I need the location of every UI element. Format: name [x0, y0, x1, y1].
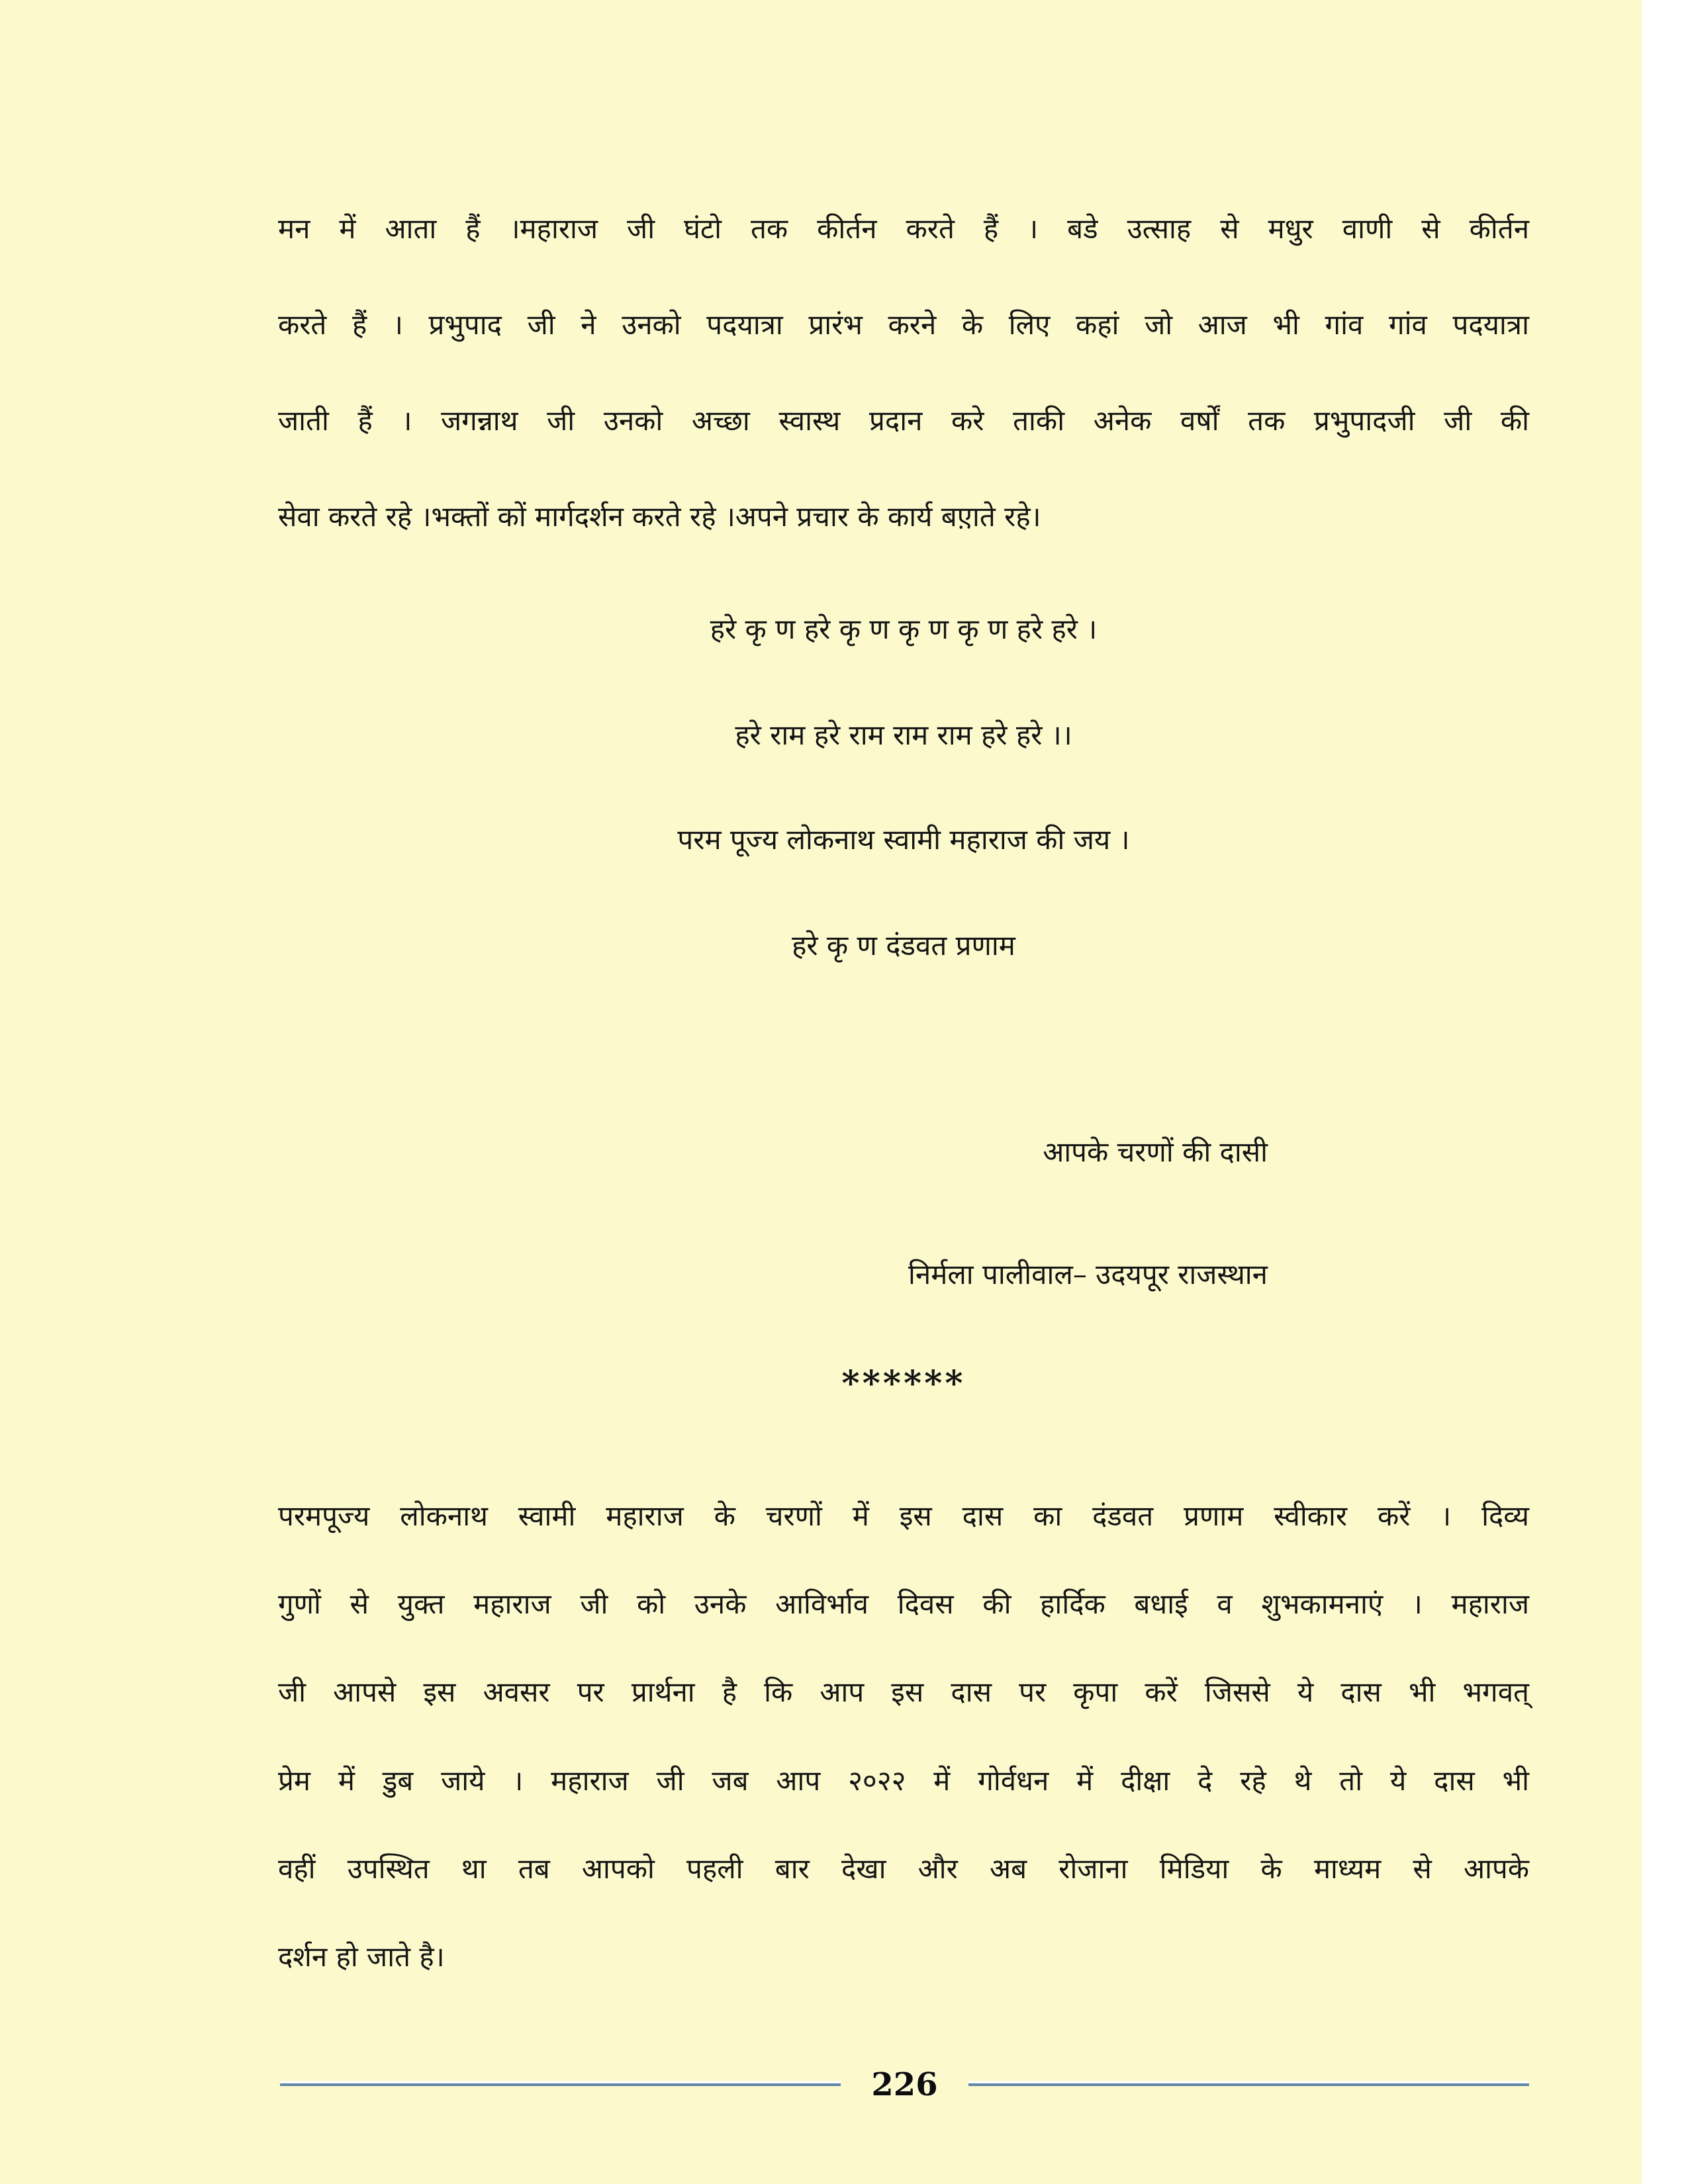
- para2-line: गुणों से युक्त महाराज जी को उनके आविर्भाव दिवस की हार्दिक बधाई व शुभकामनाएं । महाराज: [278, 1588, 1529, 1620]
- para2-line: दर्शन हो जाते है।: [278, 1940, 445, 1973]
- para1-line: जाती हैं । जगन्नाथ जी उनको अच्छा स्वास्थ प्रदान करे ताकी अनेक वर्षों तक प्रभुपादजी जी की: [278, 404, 1529, 437]
- para2-line: जी आपसे इस अवसर पर प्रार्थना है कि आप इस दास पर कृपा करें जिससे ये दास भी भगवत्: [278, 1676, 1529, 1708]
- page-footer: [280, 2064, 1529, 2106]
- para2-line: प्रेम में डुब जाये । महाराज जी जब आप २०२२ में गोर्वधन में दीक्षा दे रहे थे तो ये दास भी: [278, 1764, 1529, 1797]
- footer-rule-right: [968, 2083, 1529, 2086]
- para1-line: मन में आता हैं ।महाराज जी घंटो तक कीर्तन करते हैं । बडे उत्साह से मधुर वाणी से कीर्तन: [278, 212, 1529, 245]
- mantra-line: हरे राम हरे राम राम राम हरे हरे ।।: [735, 719, 1072, 751]
- signoff-role-line: आपके चरणों की दासी: [1043, 1136, 1268, 1168]
- jaya-line: परम पूज्य लोकनाथ स्वामी महाराज की जय ।: [677, 823, 1130, 856]
- para1-line: सेवा करते रहे ।भक्तों कों मार्गदर्शन करते रहे ।अपने प्रचार के कार्य बए़ाते रहे।: [278, 500, 1041, 533]
- para1-line: करते हैं । प्रभुपाद जी ने उनको पदयात्रा प्रारंभ करने के लिए कहां जो आज भी गांव गांव पदयात्रा: [278, 308, 1529, 341]
- mantra-line: हरे कृ ण हरे कृ ण कृ ण कृ ण हरे हरे ।: [710, 613, 1098, 645]
- footer-rule-left: [280, 2083, 841, 2086]
- para2-line: परमपूज्य लोकनाथ स्वामी महाराज के चरणों में इस दास का दंडवत प्रणाम स्वीकार करें । दिव्य: [278, 1500, 1529, 1532]
- signoff-author-line: निर्मला पालीवाल– उदयपूर राजस्थान: [908, 1258, 1268, 1291]
- asterisk-separator: ******: [841, 1363, 966, 1404]
- para2-line: वहीं उपस्थित था तब आपको पहली बार देखा और अब रोजाना मिडिया के माध्यम से आपके: [278, 1852, 1529, 1885]
- pranam-line: हरे कृ ण दंडवत प्रणाम: [792, 929, 1015, 962]
- page-number: 226: [871, 2066, 938, 2103]
